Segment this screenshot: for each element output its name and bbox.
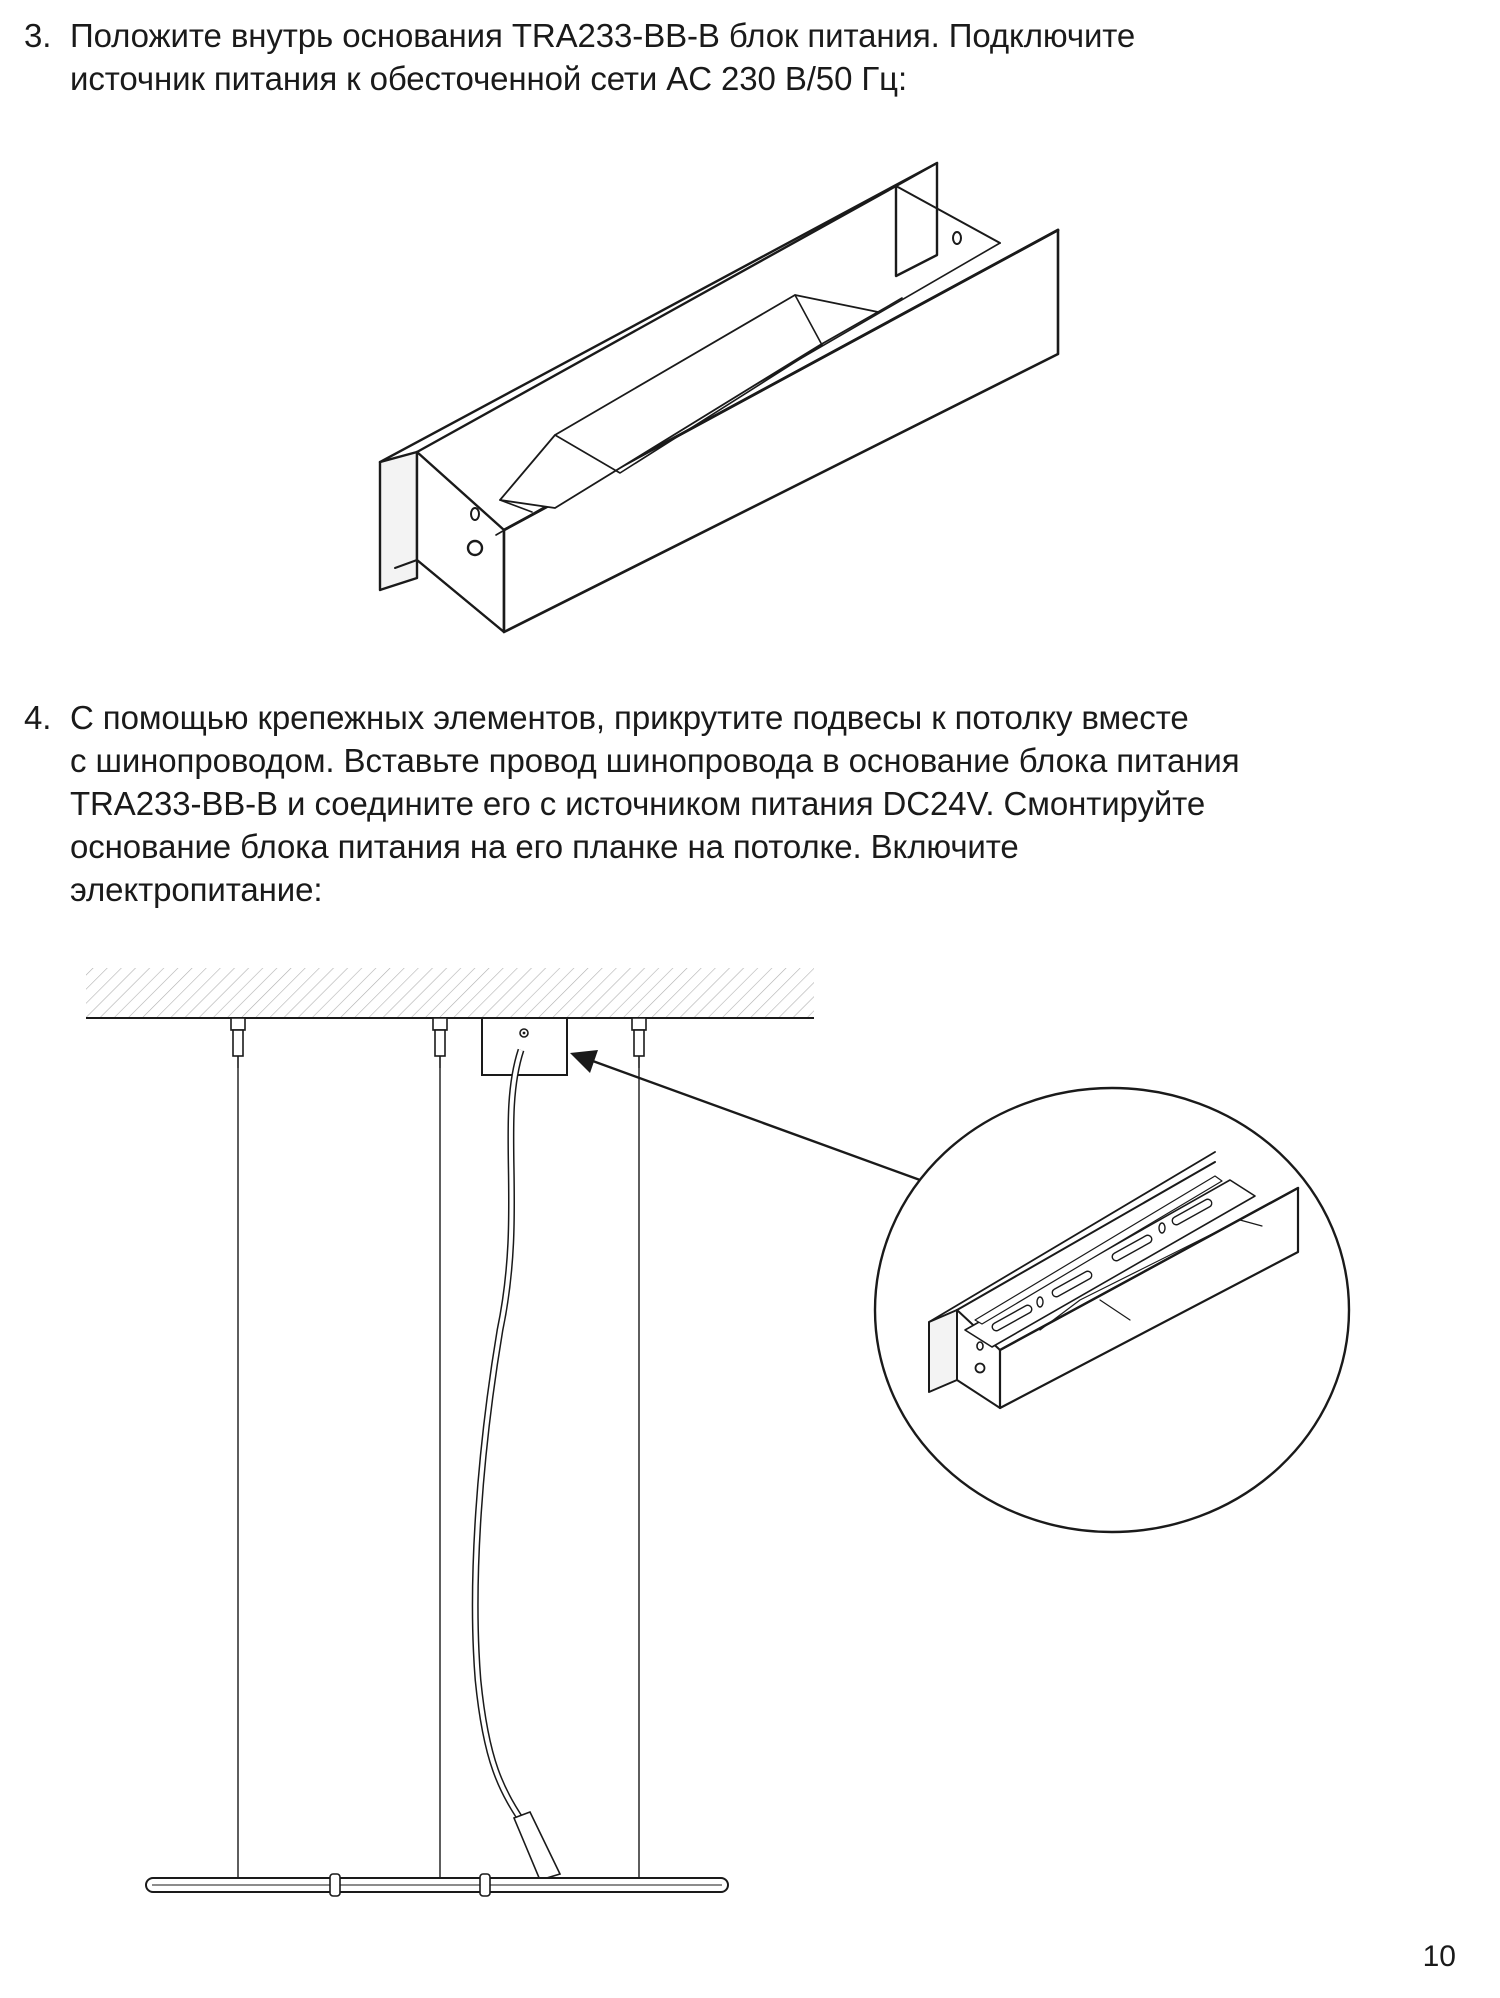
step-3-number: 3. <box>24 17 52 54</box>
ceiling-psu-box <box>482 1018 567 1075</box>
step-4-number: 4. <box>24 699 52 736</box>
power-cord <box>475 1050 528 1830</box>
installation-illustration <box>86 968 1349 1896</box>
step-4-text: С помощью крепежных элементов, прикрутите подвесы к потолку вместе с шинопроводом. Вставьте провод шинопровода в основание блока питания TRA233-BB-B и соедините его с источником питания DC24V. Смонтируйте основание блока питания на его планке на потолке. Включите электропитание: <box>70 699 1240 908</box>
suspensions <box>231 1018 646 1880</box>
detail-arrow <box>570 1050 920 1180</box>
ceiling <box>86 968 814 1018</box>
step-3-text: Положите внутрь основания TRA233-BB-B блок питания. Подключите источник питания к обесточенной сети AC 230 В/50 Гц: <box>70 17 1136 97</box>
track-bar <box>146 1874 728 1896</box>
detail-circle <box>875 1088 1349 1532</box>
page-number: 10 <box>1422 1940 1456 1973</box>
psu-base-illustration <box>380 163 1058 632</box>
